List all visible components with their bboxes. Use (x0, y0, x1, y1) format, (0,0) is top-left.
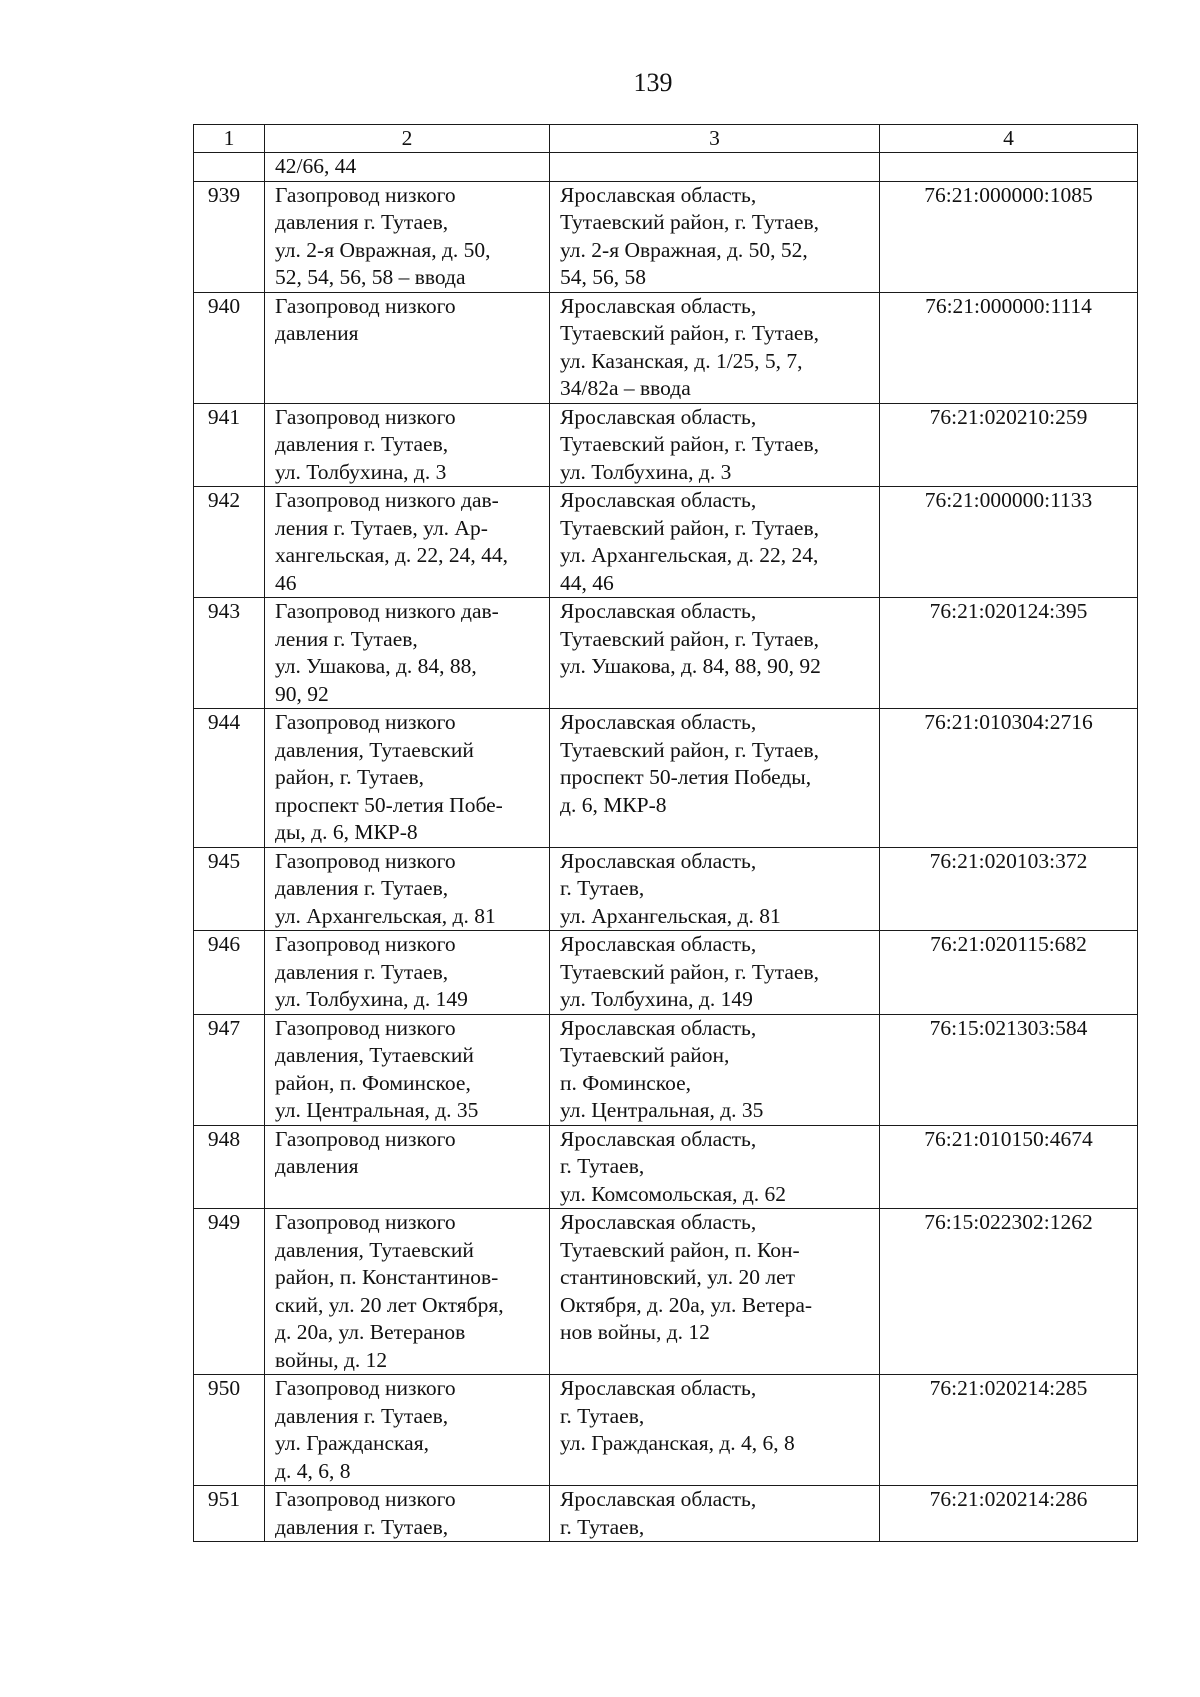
table-body (194, 153, 1138, 1542)
cadastral-number-cell: 76:21:020115:682 (880, 931, 1138, 1015)
object-name-cell: Газопровод низкого давления г. Тутаев, ул. Толбухина, д. 3 (265, 403, 550, 487)
cadastral-number-cell: 76:21:010150:4674 (880, 1125, 1138, 1209)
object-name-cell: Газопровод низкого давления г. Тутаев, (265, 1486, 550, 1542)
row-number-cell (194, 153, 265, 182)
table-row (194, 1375, 1138, 1486)
row-number-cell: 940 (194, 292, 265, 403)
address-cell: Ярославская область, Тутаевский район, г. Тутаев, ул. Архангельская, д. 22, 24, 44, 46 (550, 487, 880, 598)
cadastral-number-cell: 76:21:020210:259 (880, 403, 1138, 487)
continuation-row (194, 153, 1138, 182)
object-name-cell: Газопровод низкого давления г. Тутаев, ул. Гражданская, д. 4, 6, 8 (265, 1375, 550, 1486)
table-row (194, 292, 1138, 403)
address-cell: Ярославская область, Тутаевский район, г. Тутаев, ул. Толбухина, д. 3 (550, 403, 880, 487)
table-row (194, 709, 1138, 848)
row-number-cell: 951 (194, 1486, 265, 1542)
cadastral-number-cell: 76:21:000000:1085 (880, 181, 1138, 292)
object-name-cell: Газопровод низкого давления г. Тутаев, ул. Толбухина, д. 149 (265, 931, 550, 1015)
table-row (194, 1486, 1138, 1542)
object-name-cell: Газопровод низкого давления г. Тутаев, ул. Архангельская, д. 81 (265, 847, 550, 931)
address-cell: Ярославская область, Тутаевский район, г. Тутаев, проспект 50-летия Победы, д. 6, МКР-8 (550, 709, 880, 848)
address-cell: Ярославская область, Тутаевский район, п. Кон- стантиновский, ул. 20 лет Октября, д. 20а, ул. Ветера- нов войны, д. 12 (550, 1209, 880, 1375)
address-cell: Ярославская область, Тутаевский район, г. Тутаев, ул. 2-я Овражная, д. 50, 52, 54, 56, 58 (550, 181, 880, 292)
cadastral-number-cell: 76:15:021303:584 (880, 1014, 1138, 1125)
row-number-cell: 939 (194, 181, 265, 292)
table-row (194, 1014, 1138, 1125)
object-name-cell: Газопровод низкого давления (265, 292, 550, 403)
column-number: 2 (265, 125, 550, 153)
registry-table (193, 124, 1138, 1542)
table-row (194, 403, 1138, 487)
column-number: 3 (550, 125, 880, 153)
table-row (194, 181, 1138, 292)
object-name-cell: Газопровод низкого дав- ления г. Тутаев, ул. Ар- хангельская, д. 22, 24, 44, 46 (265, 487, 550, 598)
object-name-cell: Газопровод низкого дав- ления г. Тутаев, ул. Ушакова, д. 84, 88, 90, 92 (265, 598, 550, 709)
cadastral-number-cell: 76:21:000000:1133 (880, 487, 1138, 598)
row-number-cell: 942 (194, 487, 265, 598)
row-number-cell: 946 (194, 931, 265, 1015)
object-name-cell: Газопровод низкого давления, Тутаевский район, г. Тутаев, проспект 50-летия Побе- ды, д. 6, МКР-8 (265, 709, 550, 848)
table-row (194, 598, 1138, 709)
address-cell: Ярославская область, г. Тутаев, (550, 1486, 880, 1542)
object-name-cell: Газопровод низкого давления, Тутаевский район, п. Константинов- ский, ул. 20 лет Октября, д. 20а, ул. Ветеранов войны, д. 12 (265, 1209, 550, 1375)
row-number-cell: 943 (194, 598, 265, 709)
object-name-cell: Газопровод низкого давления г. Тутаев, ул. 2-я Овражная, д. 50, 52, 54, 56, 58 – ввода (265, 181, 550, 292)
table-row (194, 1209, 1138, 1375)
cadastral-number-cell: 76:21:010304:2716 (880, 709, 1138, 848)
row-number-cell: 949 (194, 1209, 265, 1375)
cadastral-number-cell: 76:21:000000:1114 (880, 292, 1138, 403)
address-cell: Ярославская область, Тутаевский район, г. Тутаев, ул. Казанская, д. 1/25, 5, 7, 34/82а – ввода (550, 292, 880, 403)
cadastral-number-cell: 76:21:020214:285 (880, 1375, 1138, 1486)
address-cell: Ярославская область, г. Тутаев, ул. Архангельская, д. 81 (550, 847, 880, 931)
cadastral-number-cell: 76:21:020214:286 (880, 1486, 1138, 1542)
cadastral-number-cell: 76:21:020124:395 (880, 598, 1138, 709)
address-cell: Ярославская область, Тутаевский район, г. Тутаев, ул. Ушакова, д. 84, 88, 90, 92 (550, 598, 880, 709)
address-cell: Ярославская область, г. Тутаев, ул. Гражданская, д. 4, 6, 8 (550, 1375, 880, 1486)
column-number: 1 (194, 125, 265, 153)
column-number-row (194, 125, 1138, 153)
cadastral-number-cell: 76:15:022302:1262 (880, 1209, 1138, 1375)
row-number-cell: 947 (194, 1014, 265, 1125)
address-cell: Ярославская область, Тутаевский район, п. Фоминское, ул. Центральная, д. 35 (550, 1014, 880, 1125)
address-cell: Ярославская область, г. Тутаев, ул. Комсомольская, д. 62 (550, 1125, 880, 1209)
object-name-cell: Газопровод низкого давления, Тутаевский район, п. Фоминское, ул. Центральная, д. 35 (265, 1014, 550, 1125)
cadastral-number-cell (880, 153, 1138, 182)
table-row (194, 1125, 1138, 1209)
page-number: 139 (633, 68, 673, 97)
object-name-cell: Газопровод низкого давления (265, 1125, 550, 1209)
cadastral-number-cell: 76:21:020103:372 (880, 847, 1138, 931)
row-number-cell: 941 (194, 403, 265, 487)
table-row (194, 487, 1138, 598)
object-name-cell: 42/66, 44 (265, 153, 550, 182)
table-row (194, 931, 1138, 1015)
row-number-cell: 945 (194, 847, 265, 931)
row-number-cell: 948 (194, 1125, 265, 1209)
table-header (194, 125, 1138, 153)
address-cell (550, 153, 880, 182)
row-number-cell: 944 (194, 709, 265, 848)
column-number: 4 (880, 125, 1138, 153)
table-row (194, 847, 1138, 931)
row-number-cell: 950 (194, 1375, 265, 1486)
address-cell: Ярославская область, Тутаевский район, г. Тутаев, ул. Толбухина, д. 149 (550, 931, 880, 1015)
